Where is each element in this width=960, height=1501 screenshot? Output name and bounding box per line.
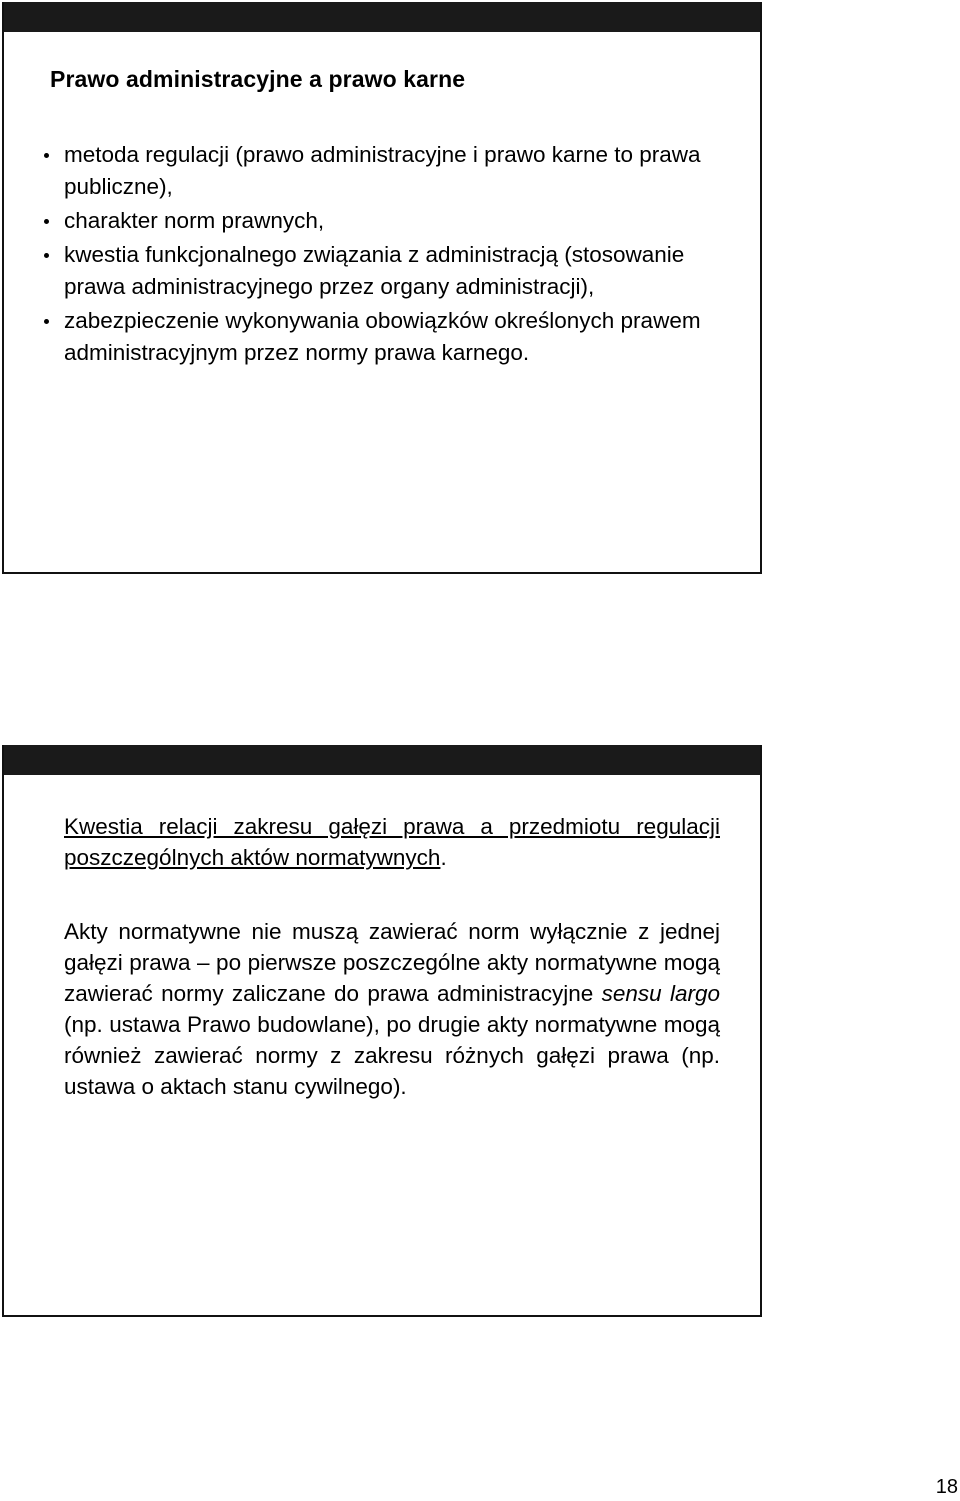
bullet-item bbox=[40, 305, 720, 369]
body-text-part-2: (np. ustawa Prawo budowlane), po drugie akty normatywne mogą również zawierać normy z zakresu różnych gałęzi prawa (np. ustawa o aktach stanu cywilnego). bbox=[64, 1012, 720, 1099]
slide-1-bullet-list bbox=[40, 139, 720, 371]
slide-2-heading bbox=[64, 811, 720, 873]
slide-2-heading-period: . bbox=[440, 845, 447, 870]
slide-1-header-bar bbox=[4, 2, 760, 32]
slide-1-title: Prawo administracyjne a prawo karne bbox=[50, 66, 466, 92]
slide-2-body bbox=[64, 916, 720, 1102]
body-text-italic: sensu largo bbox=[601, 981, 720, 1006]
slide-2-header-bar bbox=[4, 745, 760, 775]
bullet-item bbox=[40, 239, 720, 303]
bullet-dot-icon bbox=[44, 319, 49, 324]
bullet-text: zabezpieczenie wykonywania obowiązków określonych prawem administracyjnym przez normy prawa karnego. bbox=[64, 308, 701, 365]
body-text-part-1: Akty normatywne nie muszą zawierać norm wyłącznie z jednej gałęzi prawa – po pierwsze poszczególne akty normatywne mogą zawierać normy zaliczane do prawa administracyjne bbox=[64, 919, 720, 1006]
bullet-text: kwestia funkcjonalnego związania z administracją (stosowanie prawa administracyjnego przez organy administracji), bbox=[64, 242, 685, 299]
bullet-item bbox=[40, 205, 720, 237]
bullet-dot-icon bbox=[44, 219, 49, 224]
bullet-text: metoda regulacji (prawo administracyjne i prawo karne to prawa publiczne), bbox=[64, 142, 701, 199]
bullet-dot-icon bbox=[44, 253, 49, 258]
bullet-text: charakter norm prawnych, bbox=[64, 208, 325, 233]
slide-2-heading-underlined: Kwestia relacji zakresu gałęzi prawa a przedmiotu regulacji poszczególnych aktów normatywnych bbox=[64, 814, 720, 870]
slide-2 bbox=[2, 745, 762, 1317]
bullet-item bbox=[40, 139, 720, 203]
slide-1 bbox=[2, 2, 762, 574]
bullet-dot-icon bbox=[44, 153, 49, 158]
page-number: 18 bbox=[935, 1476, 958, 1498]
